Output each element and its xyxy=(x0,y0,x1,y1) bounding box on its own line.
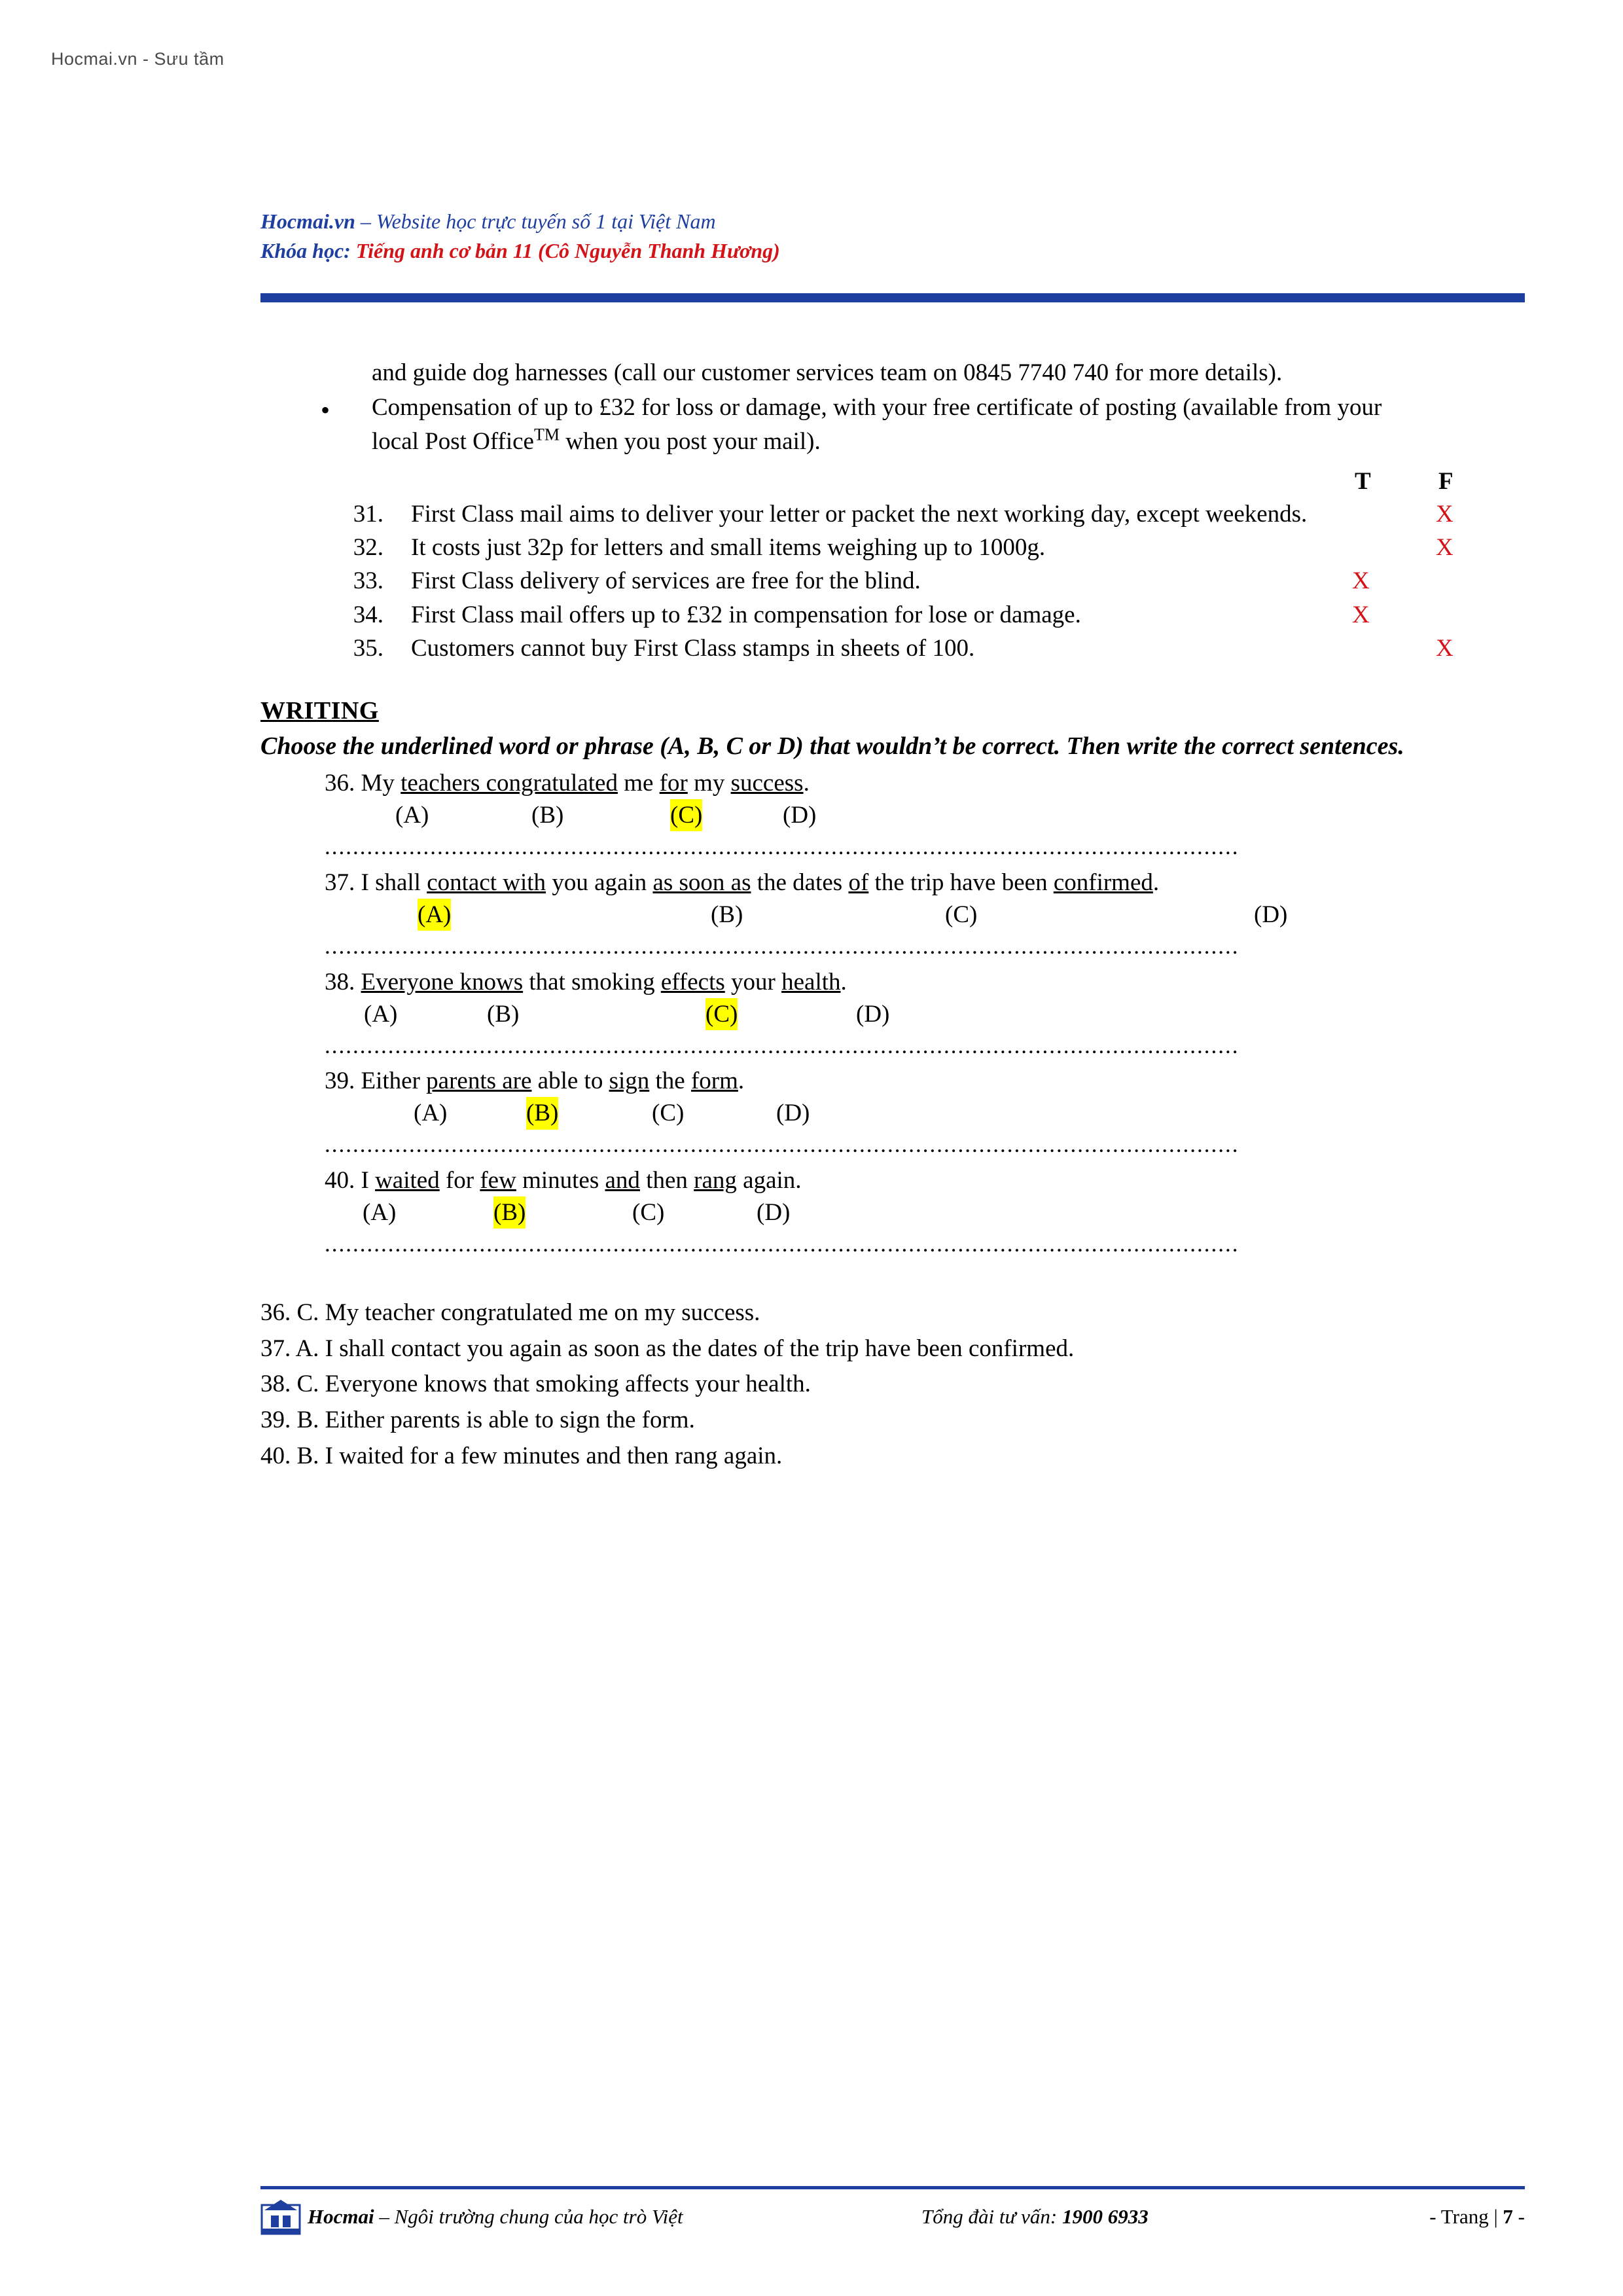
underlined-phrase: Everyone knows xyxy=(361,968,524,996)
underlined-phrase: waited xyxy=(375,1167,440,1194)
header-site-tagline: – Website học trực tuyến số 1 tại Việt Nam xyxy=(360,209,716,233)
option-c[interactable]: (C) xyxy=(670,799,702,831)
footer-hotline xyxy=(921,2205,1149,2229)
option-d[interactable]: (D) xyxy=(757,1199,791,1227)
writing-options-row xyxy=(325,799,1522,831)
question-text: First Class mail offers up to £32 in compensation for lose or damage. xyxy=(411,601,1081,628)
footer-divider xyxy=(260,2186,1525,2189)
trademark-superscript: TM xyxy=(533,425,560,444)
question-text: It costs just 32p for letters and small items weighing up to 1000g. xyxy=(411,534,1046,562)
writing-item-number: 36. xyxy=(325,770,355,797)
sentence-fragment: then xyxy=(639,1167,694,1194)
bullet-dot-icon: • xyxy=(321,395,330,425)
question-text: First Class delivery of services are free for the blind. xyxy=(411,567,921,595)
writing-item xyxy=(325,966,1522,1030)
option-b[interactable]: (B) xyxy=(531,802,564,829)
footer-brand: Hocmai xyxy=(308,2205,374,2228)
answer-blank-line[interactable]: .................................................................................................................................. xyxy=(325,933,1240,959)
underlined-phrase: few xyxy=(480,1167,516,1194)
underlined-phrase: teachers congratulated xyxy=(401,770,618,797)
sentence-fragment: minutes xyxy=(516,1167,605,1194)
underlined-phrase: form xyxy=(690,1067,738,1095)
answer-key-list xyxy=(260,1295,1524,1475)
sentence-fragment: you again xyxy=(546,869,653,896)
footer-page-indicator xyxy=(1429,2205,1525,2229)
true-false-column-headers xyxy=(260,465,1524,497)
question-text: First Class mail aims to deliver your letter or packet the next working day, except weekends. xyxy=(411,500,1308,528)
true-false-item xyxy=(260,498,1524,530)
writing-options-row xyxy=(325,1196,1522,1228)
document-footer xyxy=(260,2202,1525,2248)
option-d[interactable]: (D) xyxy=(776,1100,810,1127)
underlined-phrase: rang xyxy=(694,1167,737,1194)
sentence-fragment: . xyxy=(840,968,847,996)
header-course-label: Khóa học: xyxy=(260,239,351,262)
writing-item xyxy=(325,867,1522,930)
sentence-fragment: able to xyxy=(531,1067,609,1095)
sentence-fragment: again. xyxy=(736,1167,802,1194)
option-a[interactable]: (A) xyxy=(363,1199,397,1227)
writing-sentence xyxy=(325,867,1522,899)
bullet-part-2: when you post your mail). xyxy=(565,427,821,455)
footer-brand-slogan xyxy=(308,2205,683,2229)
footer-page-suffix: - xyxy=(1518,2205,1525,2228)
answer-blank-line[interactable]: .................................................................................................................................. xyxy=(325,1231,1240,1257)
answer-key-line: 39. B. Either parents is able to sign the form. xyxy=(260,1407,695,1434)
column-header-false: F xyxy=(1438,467,1454,495)
writing-item xyxy=(325,1164,1522,1228)
underlined-phrase: for xyxy=(659,770,688,797)
header-divider xyxy=(260,293,1525,302)
underlined-phrase: sign xyxy=(609,1067,650,1095)
answer-mark-false: X xyxy=(1436,634,1454,662)
option-d[interactable]: (D) xyxy=(1254,901,1288,928)
footer-slogan: – Ngôi trường chung của học trò Việt xyxy=(379,2205,683,2228)
underlined-phrase: parents are xyxy=(426,1067,532,1095)
option-a[interactable]: (A) xyxy=(395,802,429,829)
option-d[interactable]: (D) xyxy=(783,802,817,829)
sentence-fragment: the xyxy=(649,1067,691,1095)
sentence-fragment: your xyxy=(724,968,782,996)
option-b[interactable]: (B) xyxy=(487,1000,520,1028)
sentence-fragment: my xyxy=(687,770,731,797)
header-teacher-name: (Cô Nguyễn Thanh Hương) xyxy=(538,239,780,262)
sentence-fragment: I xyxy=(361,1167,376,1194)
answer-key-line: 40. B. I waited for a few minutes and then rang again. xyxy=(260,1442,783,1469)
answer-key-line: 38. C. Everyone knows that smoking affects your health. xyxy=(260,1371,811,1398)
writing-sentence-text xyxy=(361,969,847,996)
writing-sentence-text xyxy=(361,770,810,797)
answer-blank-line[interactable]: .................................................................................................................................. xyxy=(325,1132,1240,1158)
column-header-true: T xyxy=(1355,467,1371,495)
footer-page-prefix: - Trang | xyxy=(1429,2205,1498,2228)
sentence-fragment: . xyxy=(803,770,810,797)
answer-mark-true: X xyxy=(1352,567,1370,595)
underlined-phrase: health xyxy=(781,968,841,996)
option-b[interactable]: (B) xyxy=(493,1196,526,1229)
writing-sentence xyxy=(325,966,1522,998)
reading-bullet-item xyxy=(321,391,1419,457)
underlined-phrase: and xyxy=(605,1167,640,1194)
footer-hotline-number: 1900 6933 xyxy=(1061,2205,1149,2228)
writing-item xyxy=(325,1065,1522,1128)
writing-sentence-text xyxy=(361,1167,802,1194)
hocmai-logo-icon xyxy=(260,2198,301,2236)
sentence-fragment: for xyxy=(439,1167,480,1194)
question-text: Customers cannot buy First Class stamps in sheets of 100. xyxy=(411,634,975,662)
writing-item xyxy=(325,767,1522,831)
option-c[interactable]: (C) xyxy=(945,901,978,928)
question-number: 35. xyxy=(353,634,383,662)
writing-item-number: 37. xyxy=(325,869,355,896)
option-d[interactable]: (D) xyxy=(856,1000,890,1028)
header-site-name: Hocmai.vn xyxy=(260,209,355,233)
header-course-name: Tiếng anh cơ bản 11 xyxy=(355,239,533,262)
answer-mark-false: X xyxy=(1436,500,1454,528)
option-c[interactable]: (C) xyxy=(705,998,738,1030)
reading-bullet-text xyxy=(372,394,1382,455)
sentence-fragment: Either xyxy=(361,1067,427,1095)
writing-item-number: 40. xyxy=(325,1167,355,1194)
option-a[interactable]: (A) xyxy=(364,1000,398,1028)
option-c[interactable]: (C) xyxy=(652,1100,685,1127)
writing-sentence xyxy=(325,767,1522,799)
reading-continuation-paragraph: and guide dog harnesses (call our customer services team on 0845 7740 740 for more details). xyxy=(372,359,1283,386)
underlined-phrase: success xyxy=(730,770,804,797)
question-number: 32. xyxy=(353,534,383,562)
true-false-item xyxy=(260,565,1524,597)
option-a[interactable]: (A) xyxy=(418,899,451,931)
question-number: 34. xyxy=(353,601,383,628)
watermark-text: Hocmai.vn - Sưu tầm xyxy=(51,49,224,69)
answer-mark-true: X xyxy=(1352,601,1370,628)
answer-mark-false: X xyxy=(1436,534,1454,562)
underlined-phrase: confirmed xyxy=(1053,869,1153,896)
writing-sentence xyxy=(325,1065,1522,1097)
question-number: 33. xyxy=(353,567,383,595)
footer-hotline-label: Tổng đài tư vấn: xyxy=(921,2205,1058,2228)
writing-sentence-text xyxy=(361,869,1160,896)
bullet-part-1: Compensation of up to £32 for loss or damage, with your free certificate of posting (available from your local Post Office xyxy=(372,394,1382,455)
header-site-line xyxy=(260,209,1524,234)
option-c[interactable]: (C) xyxy=(632,1199,665,1227)
underlined-phrase: contact with xyxy=(427,869,546,896)
sentence-fragment: the trip have been xyxy=(868,869,1054,896)
option-a[interactable]: (A) xyxy=(414,1100,448,1127)
sentence-fragment: My xyxy=(361,770,401,797)
underlined-phrase: effects xyxy=(660,968,725,996)
answer-blank-line[interactable]: .................................................................................................................................. xyxy=(325,834,1240,860)
answer-key-line: 37. A. I shall contact you again as soon as the dates of the trip have been confirmed. xyxy=(260,1335,1075,1362)
true-false-item xyxy=(260,599,1524,631)
true-false-item xyxy=(260,632,1524,664)
header-course-line xyxy=(260,239,1524,263)
sentence-fragment: . xyxy=(1152,869,1160,896)
document-header xyxy=(260,209,1524,263)
document-body xyxy=(260,357,1524,1475)
sentence-fragment: the dates xyxy=(751,869,849,896)
writing-options-row xyxy=(325,1097,1522,1128)
writing-item-number: 39. xyxy=(325,1067,355,1095)
answer-key-line: 36. C. My teacher congratulated me on my success. xyxy=(260,1299,760,1326)
question-number: 31. xyxy=(353,500,383,528)
sentence-fragment: . xyxy=(738,1067,745,1095)
writing-section-title: WRITING xyxy=(260,696,379,725)
true-false-item xyxy=(260,531,1524,564)
writing-options-row xyxy=(325,899,1522,930)
sentence-fragment: that smoking xyxy=(523,968,661,996)
writing-options-row xyxy=(325,998,1522,1030)
answer-blank-line[interactable]: .................................................................................................................................. xyxy=(325,1032,1240,1058)
true-false-question-list xyxy=(260,498,1524,664)
footer-page-number: 7 xyxy=(1503,2205,1513,2228)
writing-sentence xyxy=(325,1164,1522,1196)
writing-sentence-text xyxy=(361,1067,745,1094)
sentence-fragment: me xyxy=(617,770,660,797)
sentence-fragment: I shall xyxy=(361,869,427,896)
writing-item-number: 38. xyxy=(325,968,355,996)
writing-instruction: Choose the underlined word or phrase (A, B, C or D) that wouldn’t be correct. Then write the correct sentences. xyxy=(260,732,1404,761)
underlined-phrase: of xyxy=(848,869,869,896)
option-b[interactable]: (B) xyxy=(711,901,743,928)
option-b[interactable]: (B) xyxy=(526,1097,558,1129)
underlined-phrase: as soon as xyxy=(652,869,751,896)
